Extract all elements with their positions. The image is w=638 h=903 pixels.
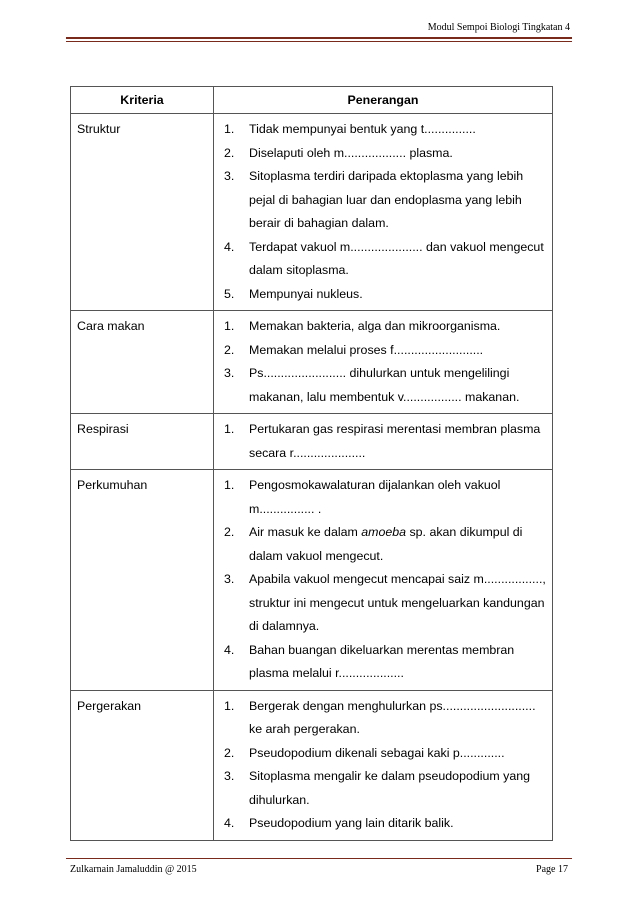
- explanation-cell: [214, 311, 553, 414]
- list-item: [224, 142, 546, 166]
- list-item: [224, 236, 546, 283]
- list-item-number: 5.: [224, 286, 235, 301]
- list-item-text: Ps........................ dihulurkan untuk mengelilingi makanan, lalu membentuk v................. makanan.: [249, 366, 520, 404]
- page-header: Modul Sempoi Biologi Tingkatan 4: [427, 22, 570, 33]
- explanation-list: [224, 418, 546, 465]
- table-header-row: [71, 87, 553, 114]
- list-item-number: 2.: [224, 145, 235, 160]
- explanation-list: [224, 695, 546, 836]
- list-item-number: 3.: [224, 769, 235, 783]
- list-item: [224, 418, 546, 465]
- list-item: [224, 165, 546, 236]
- list-item-text: Pengosmokawalaturan dijalankan oleh vakuol m................ .: [249, 478, 501, 516]
- list-item-text: Pseudopodium dikenali sebagai kaki p.............: [249, 745, 505, 760]
- column-header-explanation: Penerangan: [214, 87, 553, 114]
- list-item: [224, 695, 546, 742]
- list-item: [224, 283, 546, 307]
- explanation-list: [224, 118, 546, 306]
- list-item-text: Sitoplasma mengalir ke dalam pseudopodium yang dihulurkan.: [249, 769, 531, 807]
- list-item-text: Air masuk ke dalam amoeba sp. akan dikumpul di dalam vakuol mengecut.: [249, 525, 523, 563]
- list-item: [224, 315, 546, 339]
- list-item: [224, 639, 546, 686]
- list-item-text: Memakan melalui proses f..........................: [249, 342, 484, 357]
- list-item: [224, 118, 546, 142]
- explanation-cell: [214, 470, 553, 691]
- explanation-list: [224, 474, 546, 686]
- explanation-cell: [214, 690, 553, 840]
- list-item-number: 3.: [224, 572, 235, 586]
- list-item-text: Memakan bakteria, alga dan mikroorganisma.: [249, 319, 501, 333]
- header-rule-thin: [66, 41, 572, 42]
- list-item-text: Mempunyai nukleus.: [249, 286, 363, 301]
- list-item-text: Sitoplasma terdiri daripada ektoplasma yang lebih pejal di bahagian luar dan endoplasma yang lebih berair di bahagian dalam.: [249, 169, 524, 230]
- list-item: [224, 812, 546, 836]
- list-item-number: 2.: [224, 525, 235, 539]
- table-row: [71, 414, 553, 470]
- footer-page-number: Page 17: [536, 864, 568, 875]
- criteria-cell: Pergerakan: [71, 690, 214, 840]
- list-item-number: 2.: [224, 745, 235, 760]
- list-item: [224, 521, 546, 568]
- table-row: [71, 690, 553, 840]
- table-row: [71, 311, 553, 414]
- list-item-number: 4.: [224, 816, 235, 830]
- criteria-table: [70, 86, 553, 841]
- list-item-number: 1.: [224, 319, 235, 333]
- table-row: [71, 114, 553, 311]
- list-item-number: 1.: [224, 478, 235, 492]
- explanation-list: [224, 315, 546, 409]
- list-item-text: Apabila vakuol mengecut mencapai saiz m................., struktur ini mengecut untuk mengeluarkan kandungan di dalamnya.: [249, 572, 546, 633]
- species-name: amoeba: [361, 525, 407, 539]
- list-item-text: Diselaputi oleh m.................. plasma.: [249, 145, 453, 160]
- list-item-text: Pseudopodium yang lain ditarik balik.: [249, 816, 454, 830]
- list-item-number: 1.: [224, 122, 235, 136]
- list-item-text: Tidak mempunyai bentuk yang t...............: [249, 122, 476, 136]
- criteria-cell: Respirasi: [71, 414, 214, 470]
- criteria-cell: Cara makan: [71, 311, 214, 414]
- list-item-text: Pertukaran gas respirasi merentasi membran plasma secara r.....................: [249, 422, 541, 460]
- list-item-number: 1.: [224, 422, 235, 436]
- list-item-number: 3.: [224, 366, 235, 380]
- table-row: [71, 470, 553, 691]
- explanation-cell: [214, 414, 553, 470]
- list-item: [224, 474, 546, 521]
- footer-rule: [66, 858, 572, 859]
- list-item-text: Terdapat vakuol m..................... dan vakuol mengecut dalam sitoplasma.: [249, 239, 544, 277]
- column-header-criteria: Kriteria: [71, 87, 214, 114]
- header-rule: [66, 37, 572, 39]
- list-item-number: 1.: [224, 698, 235, 713]
- list-item: [224, 742, 546, 766]
- list-item: [224, 362, 546, 409]
- list-item-number: 4.: [224, 642, 235, 657]
- list-item-number: 2.: [224, 342, 235, 357]
- list-item: [224, 765, 546, 812]
- list-item-number: 3.: [224, 169, 235, 183]
- list-item: [224, 568, 546, 639]
- list-item: [224, 339, 546, 363]
- list-item-text: Bergerak dengan menghulurkan ps........................... ke arah pergerakan.: [249, 698, 536, 736]
- list-item-number: 4.: [224, 239, 235, 254]
- explanation-cell: [214, 114, 553, 311]
- criteria-cell: Perkumuhan: [71, 470, 214, 691]
- list-item-text: Bahan buangan dikeluarkan merentas membran plasma melalui r...................: [249, 642, 515, 680]
- table-body: [71, 114, 553, 841]
- footer-author: Zulkarnain Jamaluddin @ 2015: [70, 864, 197, 875]
- criteria-cell: Struktur: [71, 114, 214, 311]
